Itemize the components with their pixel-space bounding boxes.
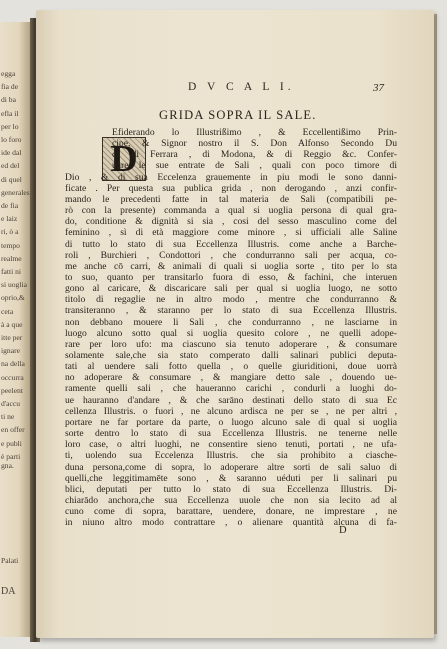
text-line: tati al uendere sali fotto quella , o quelle giuriditioni, doue uorrà [65, 361, 397, 373]
text-line: ramente quelli sali , che haueranno carichi , condurli a luoghi do- [65, 383, 397, 395]
left-page-fragment: efla il [1, 108, 19, 118]
text-line: ue hauranno d'andare , & che sarāno destinati dello stato di sua Ec [65, 394, 397, 406]
text-line: uare le sue entrate de Sali , quali con poco timore di [112, 160, 397, 172]
text-line: portare ne far portare da parte, o luogo alcuno sale di qual si uoglia [65, 416, 397, 428]
left-page-fragment: en offer [1, 425, 25, 435]
left-page-fragment: tempo [1, 240, 20, 250]
left-page-fragment: de fia [1, 201, 19, 210]
text-line: loro case, o altri luoghi, ne consentire sieno tenuti, portati , ne ufa- [65, 439, 397, 451]
left-page-fragment: e publi [1, 438, 22, 448]
text-line: no adoperare & consumare , & mangiare detto sale , douendo ue- [65, 372, 397, 384]
text-line: ca di Ferrara , di Modona, & di Reggio &c. Confer- [112, 149, 397, 161]
text-line: cipe, & Signor nostro il S. Don Alfonso Secondo Du [112, 138, 397, 150]
text-line: feminino , sì di età maggiore come minore , si ufficiali alle Saline [65, 227, 397, 239]
text-line: di tutto lo stato di sua Eccellenza Illustris. come anche a Barche- [65, 238, 397, 250]
left-page-fragment: Palati [1, 556, 19, 565]
text-line: ficate . Per questa sua publica grida , non derogando , anzi confir- [65, 182, 397, 194]
left-page-fragment: egga [1, 69, 16, 78]
left-page-fragment: occurra [1, 372, 24, 382]
left-page-fragment: ri, ò a [1, 227, 19, 237]
text-line: Dio , & di sua Eccelenza grauemente in piu modi le sono danni- [65, 171, 397, 183]
left-page-fragment: ed del [1, 161, 20, 171]
left-page-fragment: ignare [1, 346, 20, 356]
left-facing-page [0, 22, 34, 637]
left-page-fragment: DA [1, 586, 16, 597]
text-line: duna persona,come di sopra, lo adoperare altre sorti de sali saluo di [65, 461, 397, 473]
text-line: luogo alcuno sotto qual si uoglia quesito colore , ne quelli adope- [65, 327, 397, 339]
text-line: rare per loro ufo: ma ciascuno sia tenuto adoperare , & consumare [65, 338, 397, 350]
page-title: GRIDA SOPRA IL SALE. [159, 108, 317, 122]
left-page-fragment: oprio,& [1, 293, 25, 303]
text-line: to suo, quanto per transitarlo fuora di esso, & fachini, che interuen [65, 271, 397, 283]
left-page-fragment: si uoglia [1, 280, 27, 290]
left-page-fragment: fia de [1, 82, 19, 92]
text-line: chiarādo anchora,che sua Eccellenza uuole che non sia lecito ad al [65, 494, 397, 506]
text-line: cuno come di sopra, barattare, uendere, donare, ne imprestare , ne [65, 506, 397, 518]
left-page-fragment: ide dal [1, 148, 22, 158]
text-line: cellenza Illustris. o fuori , ne alcuno ardisca ne per se , ne per altri , [65, 405, 397, 417]
text-line: solamente sale,che sia stato comperato dalli salinari publici deputa- [65, 350, 397, 361]
left-page-fragment: è parti [1, 451, 21, 461]
left-page-fragment: e laiz [1, 214, 18, 224]
running-head: D V C A L I. [188, 81, 295, 93]
left-page-fragment: ti ne [1, 412, 15, 422]
text-line: titolo di regaglie ne in altro modo , mentre che condurranno & [65, 294, 397, 306]
left-page-fragment: gna. [1, 461, 14, 470]
left-page-fragment: à a que [1, 319, 23, 329]
text-line: in niuno altro modo contrattare , o alienare quantità alcuna di fa- [65, 517, 397, 529]
text-line: gono al caricare, & discaricare sali per qual si uoglia luogo, ne sotto [65, 283, 397, 295]
text-line: transiteranno , & staranno per lo stato di sua Eccellenza Illustris. [65, 305, 397, 317]
text-line: quelli,che leggitimamēte sono , & saranno uéduti per li salinari pu [65, 472, 397, 484]
text-line: blici, deputati per tutto lo stato di sua Eccellenza Illustris. Di- [65, 483, 397, 495]
left-page-fragment: di quel [1, 174, 22, 184]
left-page-fragment: na della [1, 359, 25, 369]
left-page-fragment: di ba [1, 95, 16, 105]
left-page-fragment: d'accu [1, 399, 21, 408]
left-page-fragment: lo foro [1, 135, 22, 144]
left-page-fragment: realme [1, 253, 22, 263]
right-page [36, 10, 434, 638]
drop-cap-letter: D [110, 138, 138, 180]
text-line: roli , Burchieri , Condottori , che condurranno sali per acqua, co- [65, 249, 397, 261]
text-line: sorte dentro lo stato di sua Eccellenza Illustris. ne tenerne nelle [65, 428, 397, 440]
left-page-fragment: ceta [1, 306, 14, 316]
text-line: ti, uolendo sua Eccelenza Illustris. che sia prohibito a ciasche- [65, 450, 397, 462]
text-line: Efiderando lo Illustrißimo , & Eccellentißimo Prin- [112, 127, 397, 138]
left-page-fragment: per lo [1, 121, 19, 131]
left-page-fragment: peelent [1, 385, 23, 395]
catchword: D [339, 525, 347, 536]
page-number: 37 [373, 82, 384, 94]
left-page-fragment: generales [1, 187, 30, 197]
left-page-fragment: fatti ni [1, 267, 22, 276]
text-line: rò con la presente) commanda a qual si uoglia persona di qual gra- [65, 205, 397, 217]
text-line: mando le precedenti fatte in tal materia de Sali (compatibili pe- [65, 193, 397, 205]
text-line: do, conditione & dignità si sia , cosi del sesso masculino come del [65, 216, 397, 228]
left-page-fragment: itte per [1, 333, 23, 342]
text-line: me anche cō carri, & animali di quali si uoglia sorte , tito per lo sta [65, 260, 397, 272]
text-line: non debbano mouere li Sali , che condurranno , ne lasciarne in [65, 316, 397, 328]
